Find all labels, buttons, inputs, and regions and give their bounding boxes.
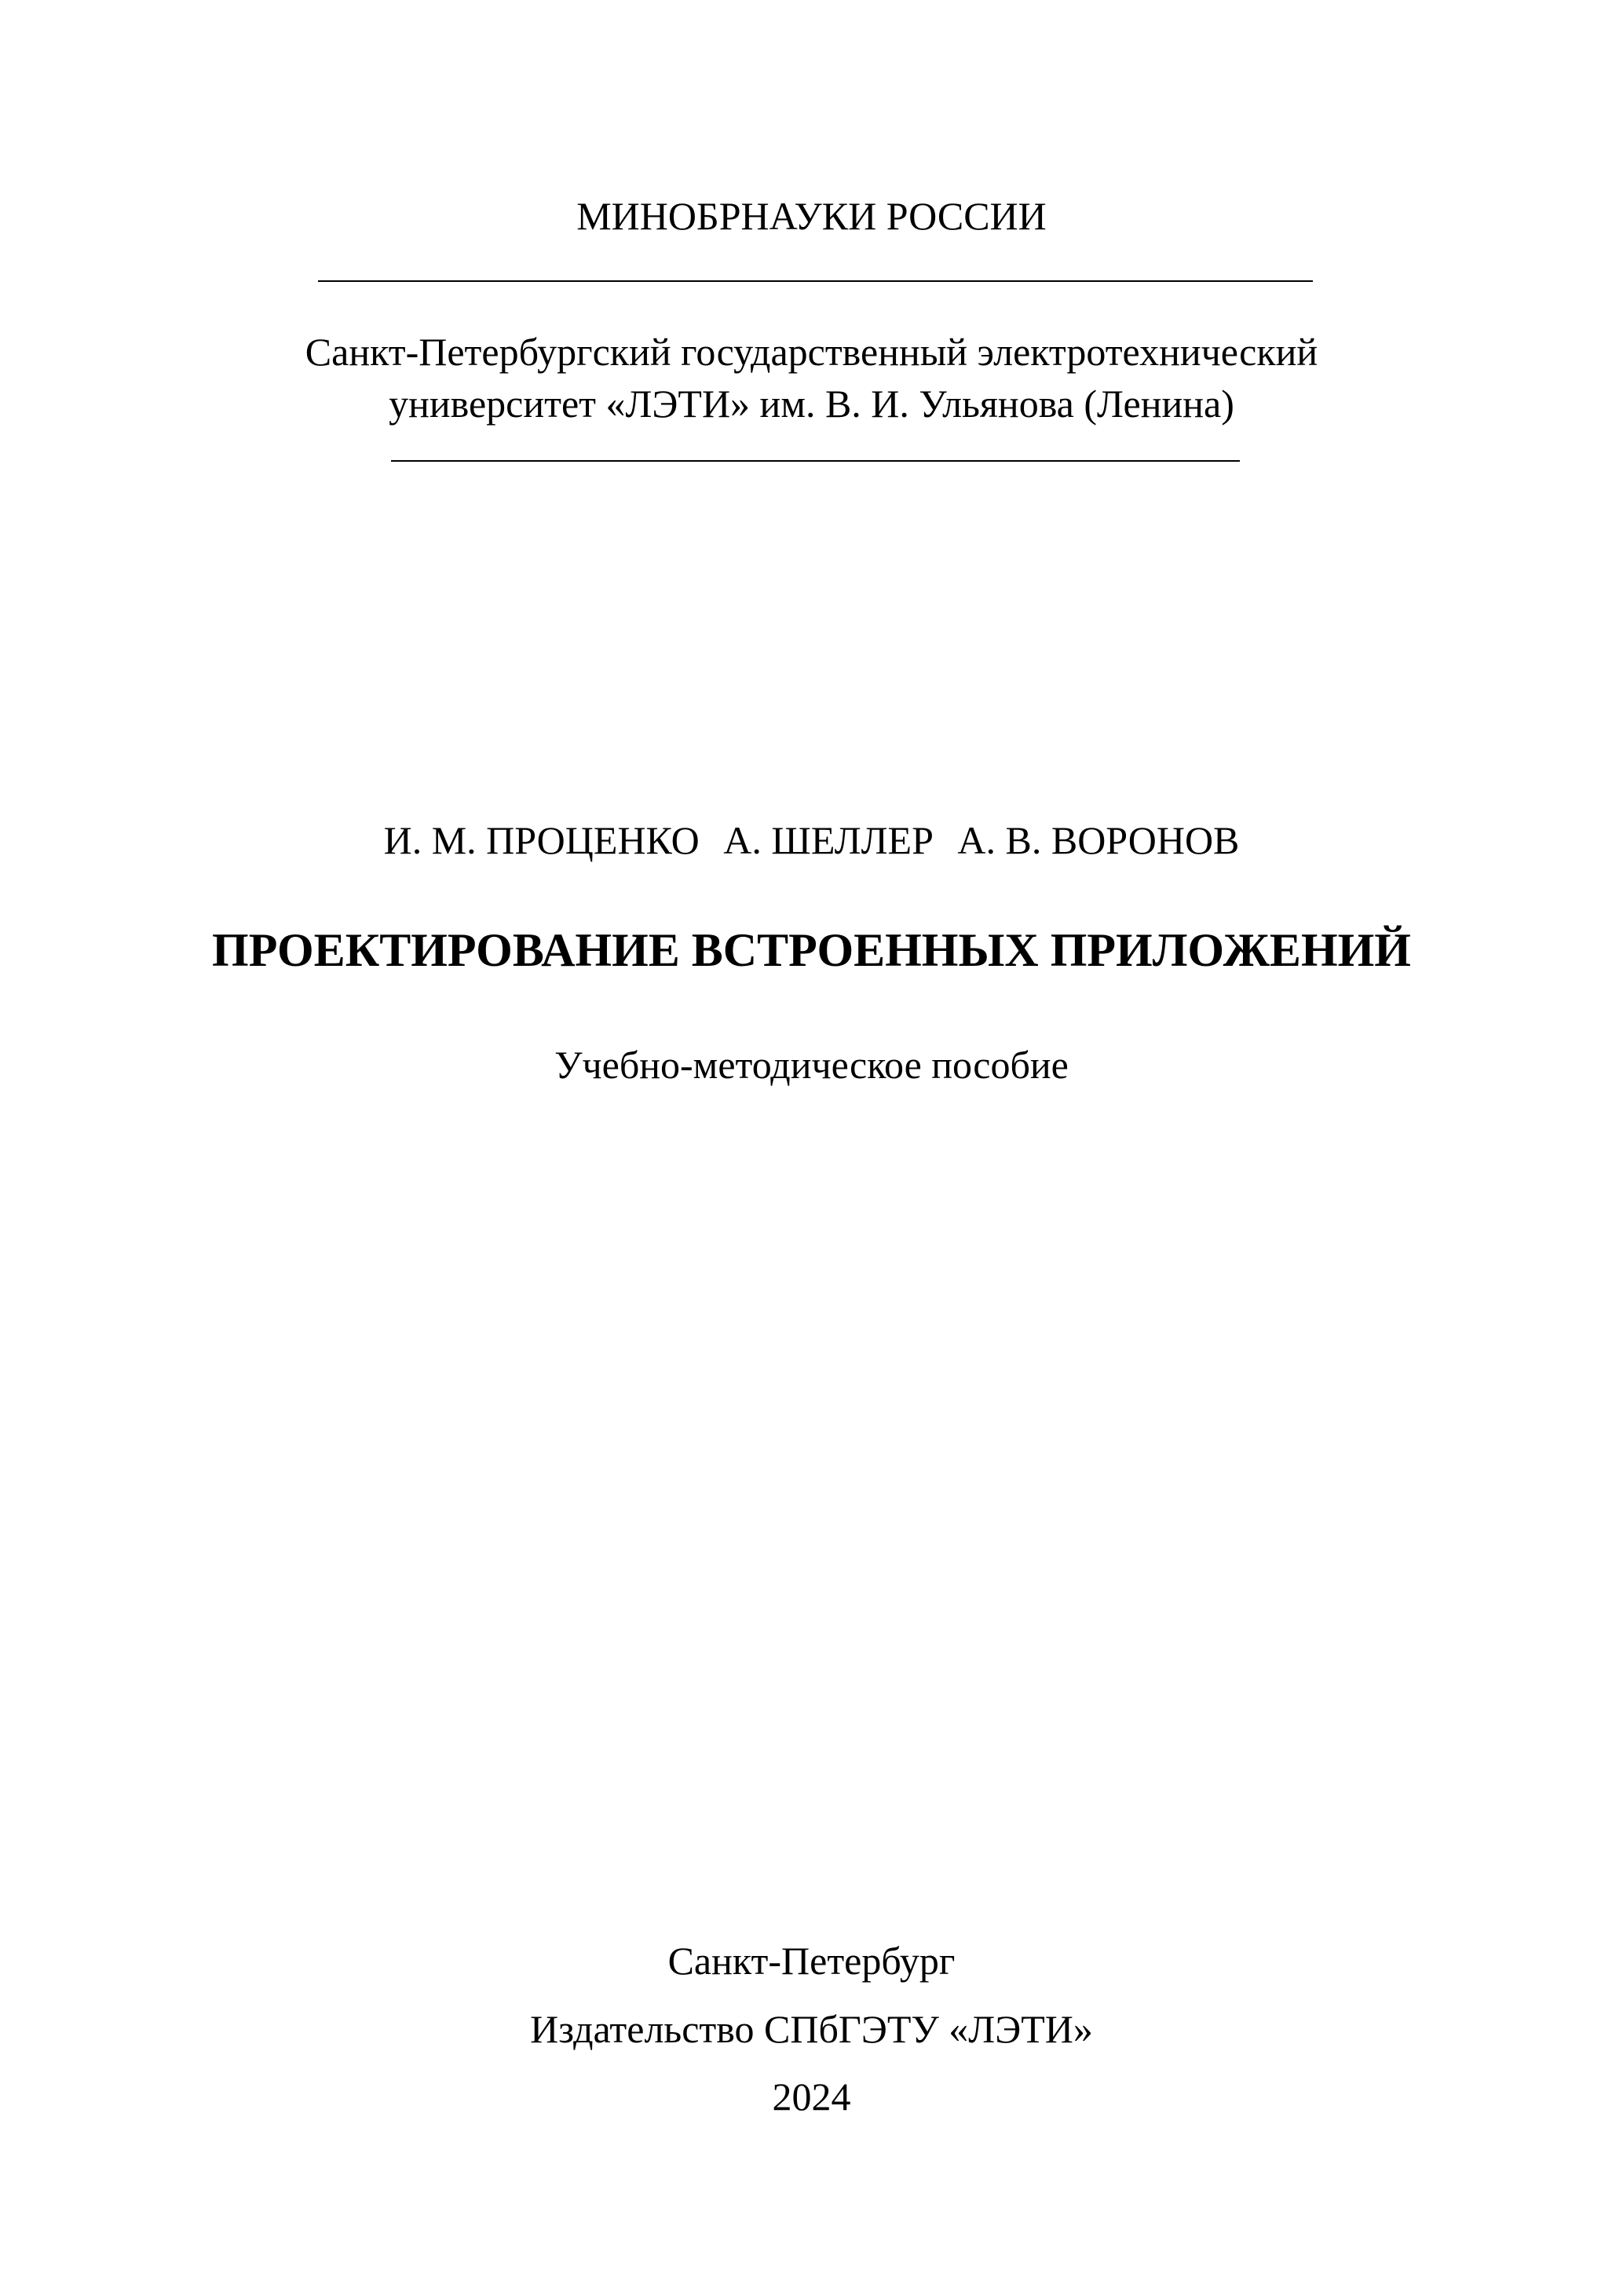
imprint-city: Санкт-Петербург [667,1939,956,1983]
author-3: А. В. ВОРОНОВ [957,818,1240,862]
ministry-name: МИНОБРНАУКИ РОССИИ [576,194,1047,238]
authors [0,817,1623,864]
university-name-line-2: университет «ЛЭТИ» им. В. И. Ульянова (Ленина) [389,382,1234,426]
author-2: А. ШЕЛЛЕР [723,818,934,862]
document-subtitle: Учебно-методическое пособие [554,1043,1069,1087]
header-divider-bottom [391,460,1240,462]
imprint-year: 2024 [772,2075,851,2119]
author-1: И. М. ПРОЦЕНКО [383,818,700,862]
document-title: ПРОЕКТИРОВАНИЕ ВСТРОЕННЫХ ПРИЛОЖЕНИЙ [212,924,1411,976]
imprint-publisher: Издательство СПбГЭТУ «ЛЭТИ» [530,2007,1093,2051]
header-divider-top [318,280,1313,282]
university-name-line-1: Санкт-Петербургский государственный электротехнический [305,330,1318,374]
